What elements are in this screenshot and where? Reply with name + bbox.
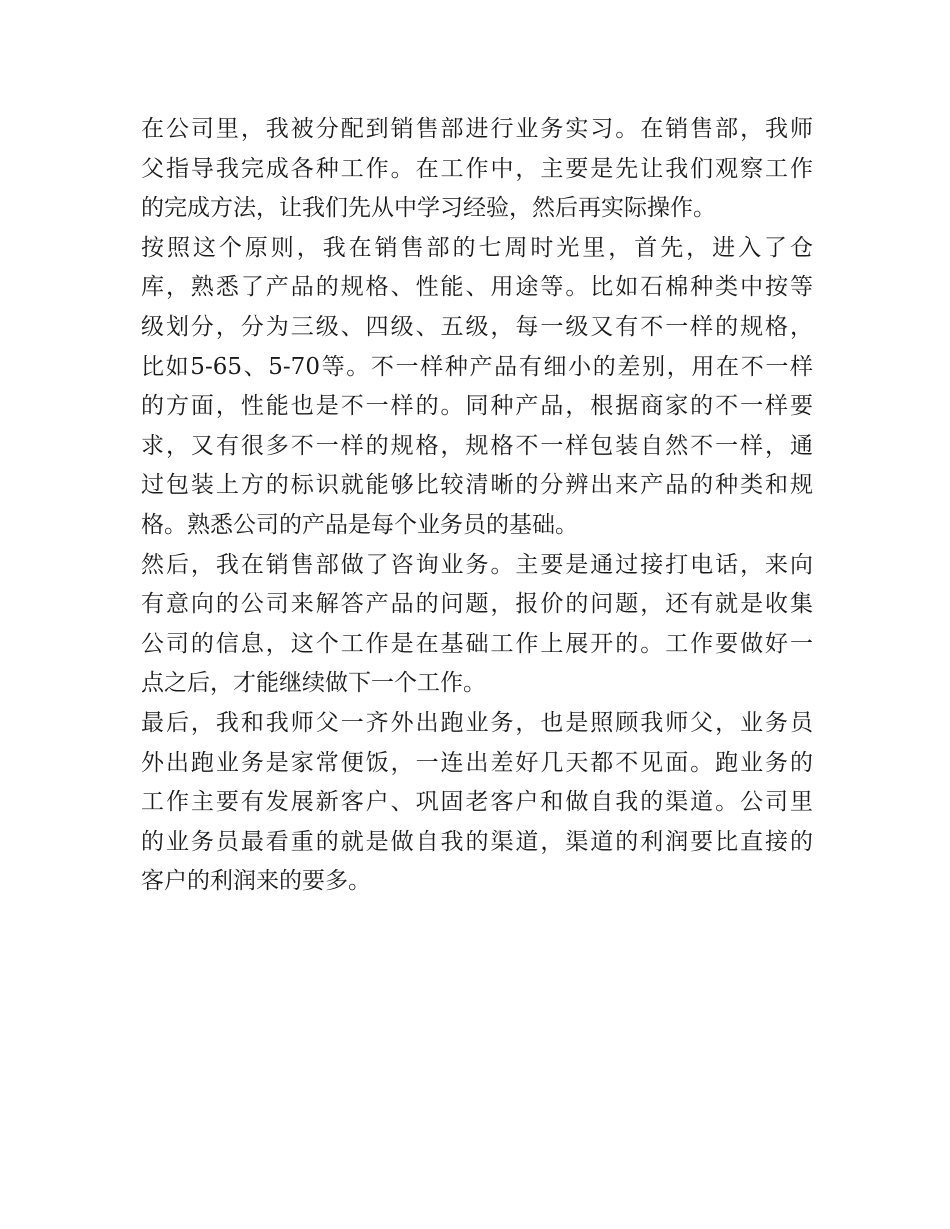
text-line: 按照这个原则，我在销售部的七周时光里，首先，进入了仓 <box>141 234 813 261</box>
text-line: 的方面，性能也是不一样的。同种产品，根据商家的不一样要 <box>141 393 813 420</box>
text-line: 然后，我在销售部做了咨询业务。主要是通过接打电话，来向 <box>141 551 813 578</box>
document-page <box>141 110 813 902</box>
text-line: 比如5-65、5-70等。不一样种产品有细小的差别，用在不一样 <box>141 353 813 380</box>
paragraph-field-sales <box>141 704 813 902</box>
text-line: 有意向的公司来解答产品的问题，报价的问题，还有就是收集 <box>141 591 813 618</box>
text-line: 求，又有很多不一样的规格，规格不一样包装自然不一样，通 <box>141 432 813 459</box>
text-line: 过包装上方的标识就能够比较清晰的分辨出来产品的种类和规 <box>141 472 813 499</box>
paragraph-warehouse-products <box>141 229 813 546</box>
text-line: 公司的信息，这个工作是在基础工作上展开的。工作要做好一 <box>141 630 813 657</box>
text-line: 的业务员最看重的就是做自我的渠道，渠道的利润要比直接的 <box>141 828 813 855</box>
text-line: 工作主要有发展新客户、巩固老客户和做自我的渠道。公司里 <box>141 789 813 816</box>
text-line: 格。熟悉公司的产品是每个业务员的基础。 <box>141 511 578 538</box>
text-line: 客户的利润来的要多。 <box>141 868 371 895</box>
text-line: 父指导我完成各种工作。在工作中，主要是先让我们观察工作 <box>141 155 813 182</box>
text-line: 库，熟悉了产品的规格、性能、用途等。比如石棉种类中按等 <box>141 274 813 301</box>
paragraph-consulting <box>141 546 813 704</box>
text-line: 级划分，分为三级、四级、五级，每一级又有不一样的规格， <box>141 313 813 340</box>
text-line: 最后，我和我师父一齐外出跑业务，也是照顾我师父，业务员 <box>141 709 813 736</box>
text-line: 点之后，才能继续做下一个工作。 <box>141 670 486 697</box>
text-line: 外出跑业务是家常便饭，一连出差好几天都不见面。跑业务的 <box>141 749 813 776</box>
text-line: 的完成方法，让我们先从中学习经验，然后再实际操作。 <box>141 195 716 222</box>
paragraph-sales-internship <box>141 110 813 229</box>
text-line: 在公司里，我被分配到销售部进行业务实习。在销售部，我师 <box>141 116 813 142</box>
